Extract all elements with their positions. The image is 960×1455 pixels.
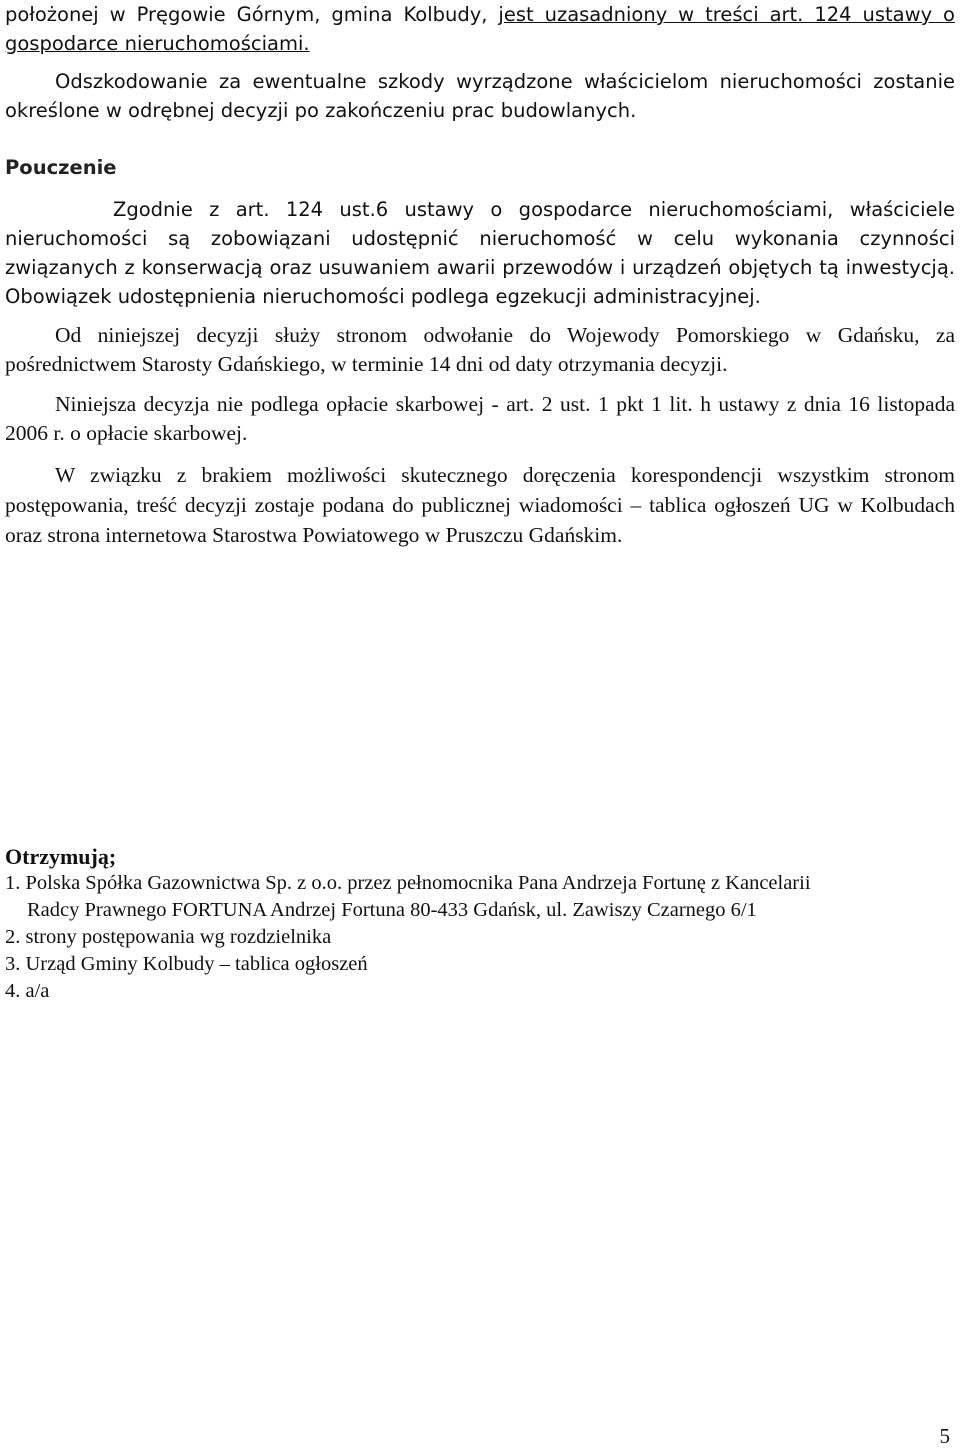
appeal-paragraph xyxy=(5,321,955,379)
intro-text-underlined: jest uzasadniony w treści art. 124 ustawy o gospodarce nieruchomościami. xyxy=(5,3,955,55)
recipient-line: 2. strony postępowania wg rozdzielnika xyxy=(5,926,332,948)
intro-text: położonej w Pręgowie Górnym, gmina Kolbudy, xyxy=(5,3,499,26)
recipients-list xyxy=(5,870,955,1005)
list-item xyxy=(5,978,955,1005)
instruction-heading: Pouczenie xyxy=(5,156,117,179)
publication-text: W związku z brakiem możliwości skutecznego doręczenia korespondencji wszystkim stronom postępowania, treść decyzji zostaje podana do publicznej wiadomości – tablica ogłoszeń UG w Kolbudach oraz strona internetowa Starostwa Powiatowego w Pruszczu Gdańskim. xyxy=(5,463,955,547)
compensation-text: Odszkodowanie za ewentualne szkody wyrządzone właścicielom nieruchomości zostanie określone w odrębnej decyzji po zakończeniu prac budowlanych. xyxy=(5,70,955,122)
page-number: 5 xyxy=(939,1424,950,1448)
recipients-heading: Otrzymują; xyxy=(5,844,117,869)
publication-paragraph xyxy=(5,460,955,550)
stamp-duty-paragraph xyxy=(5,390,955,448)
recipient-line: 3. Urząd Gminy Kolbudy – tablica ogłoszeń xyxy=(5,953,368,975)
document-page xyxy=(5,0,955,1455)
instruction-text: Zgodnie z art. 124 ust.6 ustawy o gospodarce nieruchomościami, właściciele nieruchomości są zobowiązani udostępnić nieruchomość w celu wykonania czynności związanych z konserwacją oraz usuwaniem awarii przewodów i urządzeń objętych tą inwestycją. Obowiązek udostępnienia nieruchomości podlega egzekucji administracyjnej. xyxy=(5,198,955,308)
recipient-line-continuation: Radcy Prawnego FORTUNA Andrzej Fortuna 80-433 Gdańsk, ul. Zawiszy Czarnego 6/1 xyxy=(27,899,757,921)
intro-paragraph xyxy=(5,0,955,58)
compensation-paragraph xyxy=(5,67,955,125)
list-item xyxy=(5,924,955,951)
instruction-paragraph xyxy=(5,195,955,311)
recipient-line: 1. Polska Spółka Gazownictwa Sp. z o.o. przez pełnomocnika Pana Andrzeja Fortunę z Kancelarii xyxy=(5,872,811,894)
appeal-text: Od niniejszej decyzji służy stronom odwołanie do Wojewody Pomorskiego w Gdańsku, za pośrednictwem Starosty Gdańskiego, w terminie 14 dni od daty otrzymania decyzji. xyxy=(5,323,955,376)
list-item xyxy=(5,870,955,924)
stamp-duty-text: Niniejsza decyzja nie podlega opłacie skarbowej - art. 2 ust. 1 pkt 1 lit. h ustawy z dnia 16 listopada 2006 r. o opłacie skarbowej. xyxy=(5,392,955,445)
recipient-line: 4. a/a xyxy=(5,980,50,1002)
list-item xyxy=(5,951,955,978)
